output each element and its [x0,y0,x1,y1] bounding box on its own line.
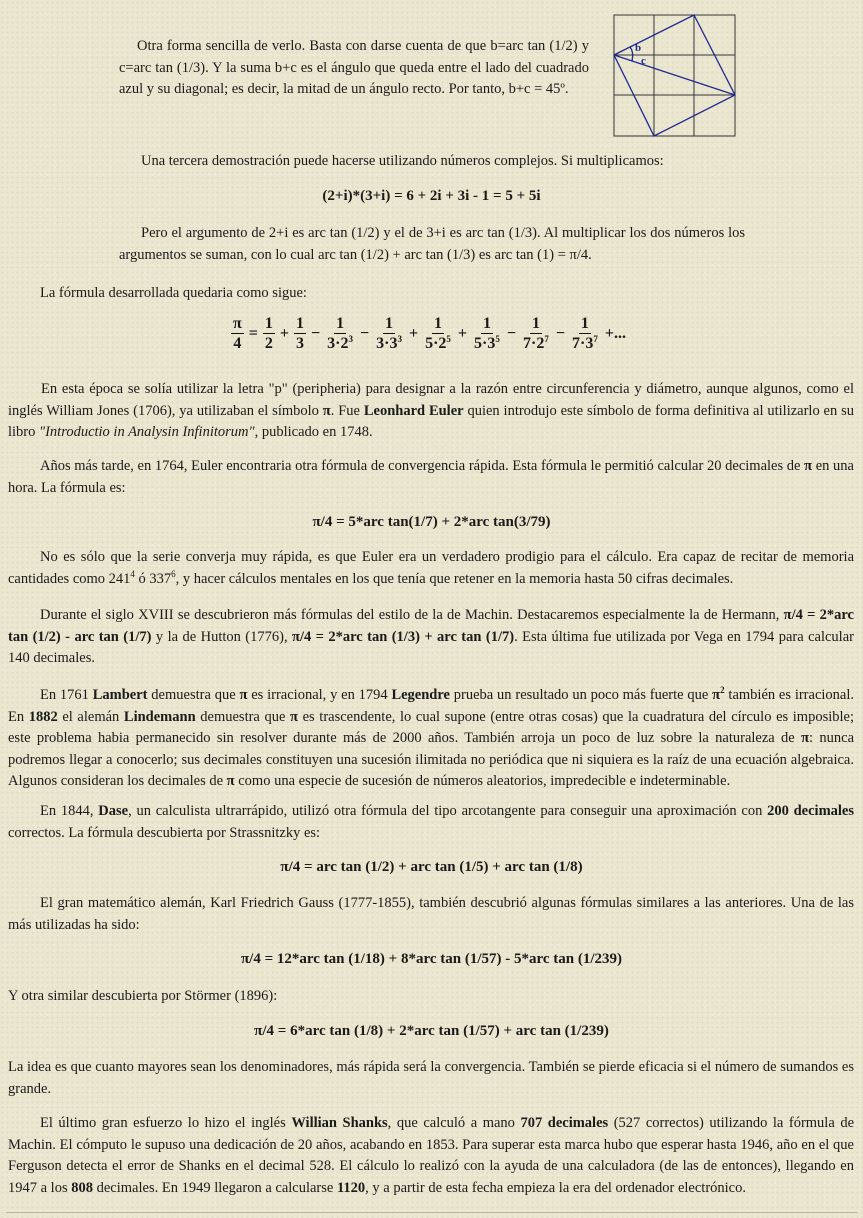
label-b: b [635,42,642,54]
angle-diagram [613,14,737,138]
paragraph-gauss: El gran matemático alemán, Karl Friedrich Gauss (1777-1855), también descubrió algunas fórmulas similares a las anteriores. Una de las más utilizadas ha sido: [8,895,854,933]
strassnitzky-formula: π/4 = arc tan (1/2) + arc tan (1/5) + arc tan (1/8) [280,859,583,875]
series-term: $\frac{1}{2}$ [264,315,273,352]
paragraph-euler-prodigy: No es sólo que la serie converja muy rápida, es que Euler era un verdadero prodigio para el cálculo. Era capaz de recitar de memoria cantidades como $241^4$ ó $337^6$, y hacer cálculos mentales en los que tenía que retener en la memoria hasta 50 cifras decimales. [8,549,854,587]
stormer-formula: π/4 = 6*arc tan (1/8) + 2*arc tan (1/57) + arc tan (1/239) [254,1023,609,1039]
series-formula: $\frac{\pi}{4}$ = $\frac{1}{2}$ + $\frac{1}{3}$ − $\frac{1}{3\cdot 2^3}$ − $\frac{1}{3\cdot 3^3}$ + $\frac{1}{5\cdot 2^5}$ + $\frac{1}{5\cdot 3^5}$ − $\frac{1}{7\cdot 2^7}$ − $\frac{1}{7\cdot 3^7}$ +... [233,315,626,352]
euler-formula: π/4 = 5*arc tan(1/7) + 2*arc tan(3/79) [312,514,551,530]
complex-intro: Una tercera demostración puede hacerse utilizando números complejos. Si multiplicamos: [141,153,664,169]
paragraph-euler-symbol: En esta época se solía utilizar la letra "p" (peripheria) para designar a la razón entre circunferencia y diámetro, aunque algunos, como el inglés William Jones (1706), ya utilizaban el símbolo π. Fue Leonhard Euler quien introdujo este símbolo de forma definitiva al utilizarlo en su libro "Introductio in Analysin Infinitorum", publicado en 1748. [8,381,855,440]
series-lhs: $\frac{\pi}{4}$ [233,315,242,352]
complex-explanation: Pero el argumento de 2+i es arc tan (1/2) y el de 3+i es arc tan (1/3). Al multiplicar los dos números los argumentos se suman, con lo cual arc tan (1/2) + arc tan (1/3) es arc tan (1) = π/4. [119,225,745,263]
series-term: $\frac{1}{3}$ [296,315,305,352]
complex-formula: (2+i)*(3+i) = 6 + 2i + 3i - 1 = 5 + 5i [322,188,541,204]
paragraph-machin-style: Durante el siglo XVIII se descubrieron más fórmulas del estilo de la de Machin. Destacaremos especialmente la de Hermann, π/4 = 2*arc tan (1/2) - arc tan (1/7) y la de Hutton (1776), π/4 = 2*arc tan (1/3) + arc tan (1/7). Esta última fue utilizada por Vega en 1794 para calcular 140 decimales. [8,607,854,666]
series-term: $\frac{1}{3\cdot 2^3}$ [327,315,353,352]
paragraph-dase: En 1844, Dase, un calculista ultrarrápido, utilizó otra fórmula del tipo arcotangente para conseguir una aproximación con 200 decimales correctos. La fórmula descubierta por Strassnitzky es: [8,803,854,841]
series-term: $\frac{1}{5\cdot 2^5}$ [425,315,451,352]
series-term: $\frac{1}{3\cdot 3^3}$ [376,315,402,352]
paragraph-shanks: El último gran esfuerzo lo hizo el inglés Willian Shanks, que calculó a mano 707 decimales (527 correctos) utilizando la fórmula de Machin. El cómputo le supuso una dedicación de 20 años, acabando en 1853. Para superar esta marca hubo que esperar hasta 1946, año en el que Ferguson detecta el error de Shanks en el decimal 528. El cálculo lo realizó con la ayuda de una calculadora (de las de entonces), llegando en 1947 a los 808 decimales. En 1949 llegaron a calcularse 1120, y a partir de esta fecha empieza la era del ordenador electrónico. [8,1115,855,1196]
intro-paragraph: Otra forma sencilla de verlo. Basta con darse cuenta de que b=arc tan (1/2) y c=arc tan (1/3). Y la suma b+c es el ángulo que queda entre el lado del cuadrado azul y su diagonal; es decir, la mitad de un ángulo recto. Por tanto, b+c = 45º. [119,38,589,97]
series-term: $\frac{1}{7\cdot 3^7}$ [571,315,598,352]
series-term: $\frac{1}{5\cdot 3^5}$ [474,315,500,352]
paragraph-irrational: En 1761 Lambert demuestra que π es irracional, y en 1794 Legendre prueba un resultado un poco más fuerte que $\pi^2$ también es irracional. En 1882 el alemán Lindemann demuestra que π es trascendente, lo cual supone (entre otras cosas) que la cuadratura del círculo es imposible; este problema habia permanecido sin resolver durante más de 2000 años. También arroja un poco de luz sobre la naturaleza de π: nunca podremos llegar a conocerlo; sus decimales constituyen una sucesión ilimitada no periódica que ni siquiera es la raíz de una ecuación algebraica. Algunos consideran los decimales de π como una especie de sucesión de números aleatorios, impredecible e indeterminable. [8,685,855,789]
bottom-rule [6,1212,857,1213]
gauss-formula: π/4 = 12*arc tan (1/18) + 8*arc tan (1/57) - 5*arc tan (1/239) [240,951,623,967]
paragraph-stormer: Y otra similar descubierta por Störmer (1896): [8,988,278,1004]
series-intro: La fórmula desarrollada quedaria como sigue: [40,285,307,301]
paragraph-euler-1764: Años más tarde, en 1764, Euler encontraria otra fórmula de convergencia rápida. Esta fórmula le permitió calcular 20 decimales de π en una hora. La fórmula es: [8,458,854,496]
series-term: $\frac{1}{7\cdot 2^7}$ [523,315,549,352]
paragraph-convergence: La idea es que cuanto mayores sean los denominadores, más rápida será la convergencia. También se pierde eficacia si el número de sumandos es grande. [8,1059,854,1097]
label-c: c [641,55,646,67]
